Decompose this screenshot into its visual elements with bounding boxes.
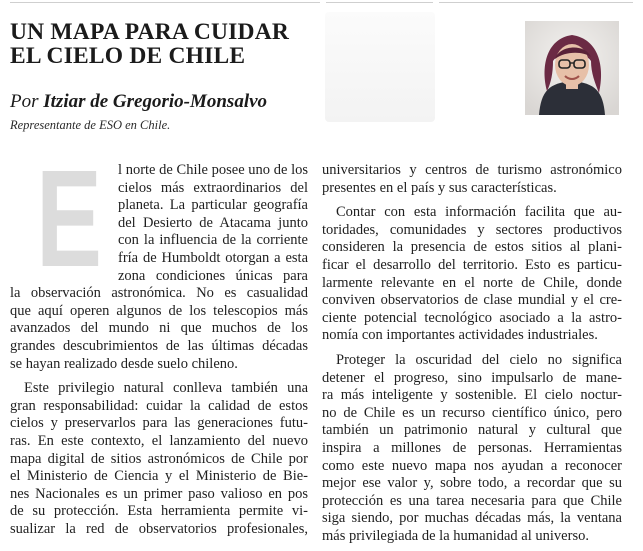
- text-line: Proteger la oscuridad del cielo no significa: [336, 351, 622, 368]
- text-line: con la influencia de la corriente: [118, 232, 308, 249]
- text-line: Contar con esta información facilita que au-: [336, 204, 622, 221]
- column-divider: [315, 162, 316, 532]
- text-line: ra más inteligente y sostenible. El cielo noctur-: [322, 387, 622, 404]
- text-line: cielos y preservarlos para las generaciones futu-: [10, 415, 308, 432]
- text-line: siga siendo, por muchas décadas más, la ventana: [322, 510, 622, 527]
- rule-gap: [320, 0, 326, 5]
- drop-cap-letter: E: [36, 142, 102, 296]
- text-line: sualizar la red de observatorios profesionales,: [10, 520, 308, 537]
- text-line: Este privilegio natural conlleva también una: [24, 380, 308, 397]
- text-line: el Ministerio de Ciencia y el Ministerio de Bie-: [10, 468, 308, 485]
- text-line: mapa digital de sitios astronómicos de Chile por: [10, 450, 308, 467]
- text-line: se hayan realizado desde suelo chileno.: [10, 355, 238, 372]
- text-line: ciente potencial tecnológico asociado a la astro-: [322, 309, 622, 326]
- text-line: universitarios y centros de turismo astronómico: [322, 162, 622, 178]
- text-line: mejor ese valor y, sobre todo, a recordar que su: [322, 475, 622, 492]
- text-line: zona condiciones únicas para: [118, 267, 308, 284]
- article-column-left: [10, 162, 308, 538]
- headline-line-2: EL CIELO DE CHILE: [10, 43, 246, 69]
- author-role: Representante de ESO en Chile.: [10, 118, 171, 132]
- article-headline: [10, 20, 330, 68]
- text-line: gran responsabilidad: cuidar la calidad de estos: [10, 397, 308, 414]
- text-line: también un patrimonio natural y cultural que: [322, 422, 622, 439]
- text-line: inspira a millones de personas. Herramientas: [322, 439, 622, 456]
- photo-placeholder: [325, 12, 435, 122]
- byline: [10, 91, 267, 113]
- article-column-right: [322, 162, 622, 545]
- author-portrait-icon: [525, 21, 619, 115]
- text-line: ficar el desarrollo del territorio. Esto es particu-: [322, 256, 622, 273]
- text-line: no de Chile es un recurso científico único, pero: [322, 404, 622, 421]
- text-line: ras. En este contexto, el lanzamiento del nuevo: [10, 432, 308, 449]
- author-photo: [525, 21, 619, 115]
- text-line: nes Nacionales es un primer paso valioso en pos: [10, 485, 308, 502]
- paragraph-gap: [322, 197, 622, 204]
- text-line: la observación astronómica. No es casualidad: [10, 285, 308, 302]
- rule-gap: [433, 0, 439, 5]
- paragraph-gap: [10, 373, 308, 380]
- text-line: l norte de Chile posee uno de los: [118, 162, 308, 178]
- text-line: avanzados del mundo ni que muchos de los: [10, 320, 308, 337]
- text-line: planeta. La particular geografía: [118, 197, 308, 214]
- text-line: presentes en el país y sus características.: [322, 179, 557, 196]
- text-line: conviven observatorios de clase mundial y el cre-: [322, 292, 622, 309]
- paragraph-gap: [322, 345, 622, 352]
- text-line: consideren la presencia de estos sitios al plani-: [322, 239, 622, 256]
- text-line: detener el progreso, sino impulsarlo de mane-: [322, 369, 622, 386]
- text-line: de su protección. Esta herramienta permite vi-: [10, 503, 308, 520]
- byline-prefix: Por: [10, 91, 39, 112]
- text-line: larmente relevante en el norte de Chile, donde: [322, 274, 622, 291]
- text-line: protección es una tarea necesaria para que Chile: [322, 492, 622, 509]
- text-line: cielos más extraordinarios del: [118, 179, 308, 196]
- text-line: como este nuevo mapa nos ayudan a reconocer: [322, 457, 622, 474]
- text-line: fría de Humboldt otorgan a esta: [118, 249, 308, 266]
- text-line: más privilegiada de la humanidad al universo.: [322, 527, 589, 544]
- author-name: Itziar de Gregorio-Monsalvo: [43, 91, 268, 112]
- text-line: toridades, comunidades y sectores productivos: [322, 221, 622, 238]
- text-line: del Desierto de Atacama junto: [118, 214, 308, 231]
- text-line: que aquí operen algunos de los telescopios más: [10, 302, 308, 319]
- text-line: grandes descubrimientos de las últimas décadas: [10, 337, 308, 354]
- headline-line-1: UN MAPA PARA CUIDAR: [10, 19, 290, 45]
- text-line: nomía con importantes actividades industriales.: [322, 327, 598, 344]
